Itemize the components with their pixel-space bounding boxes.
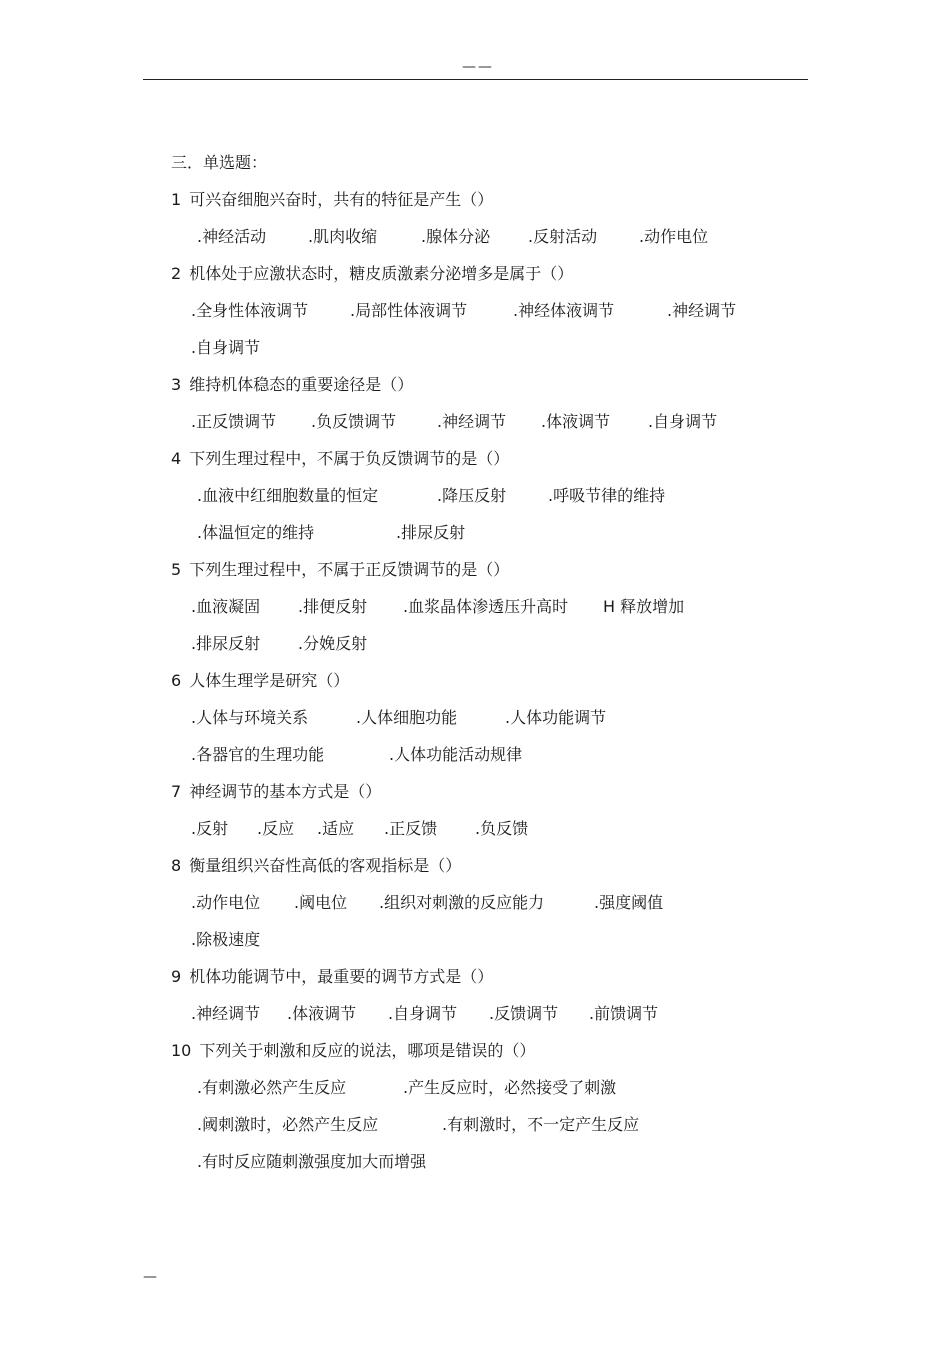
option-row [171, 925, 811, 962]
question-line [171, 185, 811, 222]
option-row [171, 296, 811, 333]
option-item: .自身调节 [191, 338, 261, 357]
option-row [171, 222, 811, 259]
question-number: 7 [171, 782, 182, 801]
option-row [171, 1147, 811, 1184]
option-item: .反应 [257, 819, 295, 838]
question-item [171, 962, 811, 1036]
option-row [171, 703, 811, 740]
question-number: 9 [171, 967, 182, 986]
question-text: 衡量组织兴奋性高低的客观指标是（） [189, 856, 462, 875]
option-item: .体液调节 [541, 412, 611, 431]
option-item: .正反馈调节 [191, 412, 277, 431]
option-item: .反馈调节 [489, 1004, 559, 1023]
option-item: .动作电位 [191, 893, 261, 912]
question-number: 3 [171, 375, 182, 394]
option-item: .组织对刺激的反应能力 [379, 893, 545, 912]
option-item: .人体功能调节 [505, 708, 607, 727]
option-item: .神经调节 [191, 1004, 261, 1023]
option-item: .体温恒定的维持 [197, 523, 315, 542]
option-item: .排尿反射 [191, 634, 261, 653]
question-item [171, 185, 811, 259]
question-text: 人体生理学是研究（） [189, 671, 350, 690]
option-row [171, 333, 811, 370]
option-item: .自身调节 [388, 1004, 458, 1023]
question-text: 机体处于应激状态时，糖皮质激素分泌增多是属于（） [189, 264, 574, 283]
question-line [171, 370, 811, 407]
question-number: 10 [171, 1041, 192, 1060]
header-mark: —— [462, 59, 494, 75]
option-row [171, 629, 811, 666]
option-item: .前馈调节 [589, 1004, 659, 1023]
question-number: 8 [171, 856, 182, 875]
question-number: 1 [171, 190, 182, 209]
question-line [171, 851, 811, 888]
option-item: .正反馈 [384, 819, 438, 838]
question-text: 神经调节的基本方式是（） [189, 782, 382, 801]
question-item [171, 370, 811, 444]
option-item: .人体与环境关系 [191, 708, 309, 727]
question-text: 维持机体稳态的重要途径是（） [189, 375, 414, 394]
option-row [171, 407, 811, 444]
option-item: .人体功能活动规律 [389, 745, 523, 764]
option-item: .腺体分泌 [421, 227, 491, 246]
question-line [171, 666, 811, 703]
section-title: 三．单选题： [171, 153, 268, 172]
question-list [171, 185, 811, 1184]
option-item: .局部性体液调节 [350, 301, 468, 320]
question-line [171, 777, 811, 814]
document-body [171, 148, 811, 1184]
option-item: .除极速度 [191, 930, 261, 949]
question-line [171, 962, 811, 999]
option-item: .神经体液调节 [513, 301, 615, 320]
header-rule [143, 79, 808, 80]
option-item: .降压反射 [437, 486, 507, 505]
option-item: .反射活动 [528, 227, 598, 246]
question-item [171, 851, 811, 962]
option-item: .负反馈 [475, 819, 529, 838]
option-item: .有刺激必然产生反应 [197, 1078, 347, 1097]
option-row [171, 481, 811, 518]
option-item: .血液凝固 [191, 597, 261, 616]
option-item: .神经调节 [667, 301, 737, 320]
question-line [171, 555, 811, 592]
option-item: .反射 [191, 819, 229, 838]
option-item: .强度阈值 [594, 893, 664, 912]
option-row [171, 592, 811, 629]
question-text: 下列生理过程中，不属于负反馈调节的是（） [189, 449, 510, 468]
option-row [171, 1073, 811, 1110]
question-line [171, 444, 811, 481]
option-item: .阈刺激时，必然产生反应 [197, 1115, 379, 1134]
option-item: .肌肉收缩 [308, 227, 378, 246]
question-number: 4 [171, 449, 182, 468]
option-item: .排尿反射 [396, 523, 466, 542]
option-item: .各器官的生理功能 [191, 745, 325, 764]
question-text: 机体功能调节中，最重要的调节方式是（） [189, 967, 494, 986]
question-text: 下列生理过程中，不属于正反馈调节的是（） [189, 560, 510, 579]
option-item: .神经活动 [197, 227, 267, 246]
question-item [171, 1036, 811, 1184]
option-row [171, 518, 811, 555]
option-row [171, 999, 811, 1036]
footer-mark: — [143, 1269, 157, 1285]
option-item: H 释放增加 [603, 597, 685, 616]
question-number: 5 [171, 560, 182, 579]
option-item: .有刺激时，不一定产生反应 [442, 1115, 640, 1134]
option-row [171, 740, 811, 777]
option-item: .呼吸节律的维持 [548, 486, 666, 505]
option-row [171, 1110, 811, 1147]
question-text: 下列关于刺激和反应的说法，哪项是错误的（） [199, 1041, 536, 1060]
option-item: .产生反应时，必然接受了刺激 [403, 1078, 617, 1097]
question-item [171, 444, 811, 555]
question-number: 2 [171, 264, 182, 283]
option-item: .适应 [317, 819, 355, 838]
option-item: .血浆晶体渗透压升高时 [403, 597, 569, 616]
question-number: 6 [171, 671, 182, 690]
question-item [171, 259, 811, 370]
question-item [171, 666, 811, 777]
option-item: .人体细胞功能 [356, 708, 458, 727]
option-item: .负反馈调节 [311, 412, 397, 431]
question-text: 可兴奋细胞兴奋时，共有的特征是产生（） [189, 190, 494, 209]
option-item: .有时反应随刺激强度加大而增强 [197, 1152, 427, 1171]
option-item: .血液中红细胞数量的恒定 [197, 486, 379, 505]
option-item: .全身性体液调节 [191, 301, 309, 320]
option-row [171, 888, 811, 925]
option-item: .分娩反射 [298, 634, 368, 653]
question-item [171, 555, 811, 666]
question-line [171, 1036, 811, 1073]
option-item: .体液调节 [287, 1004, 357, 1023]
option-item: .神经调节 [437, 412, 507, 431]
option-item: .自身调节 [648, 412, 718, 431]
option-row [171, 814, 811, 851]
option-item: .动作电位 [639, 227, 709, 246]
option-item: .排便反射 [298, 597, 368, 616]
option-item: .阈电位 [294, 893, 348, 912]
question-item [171, 777, 811, 851]
question-line [171, 259, 811, 296]
